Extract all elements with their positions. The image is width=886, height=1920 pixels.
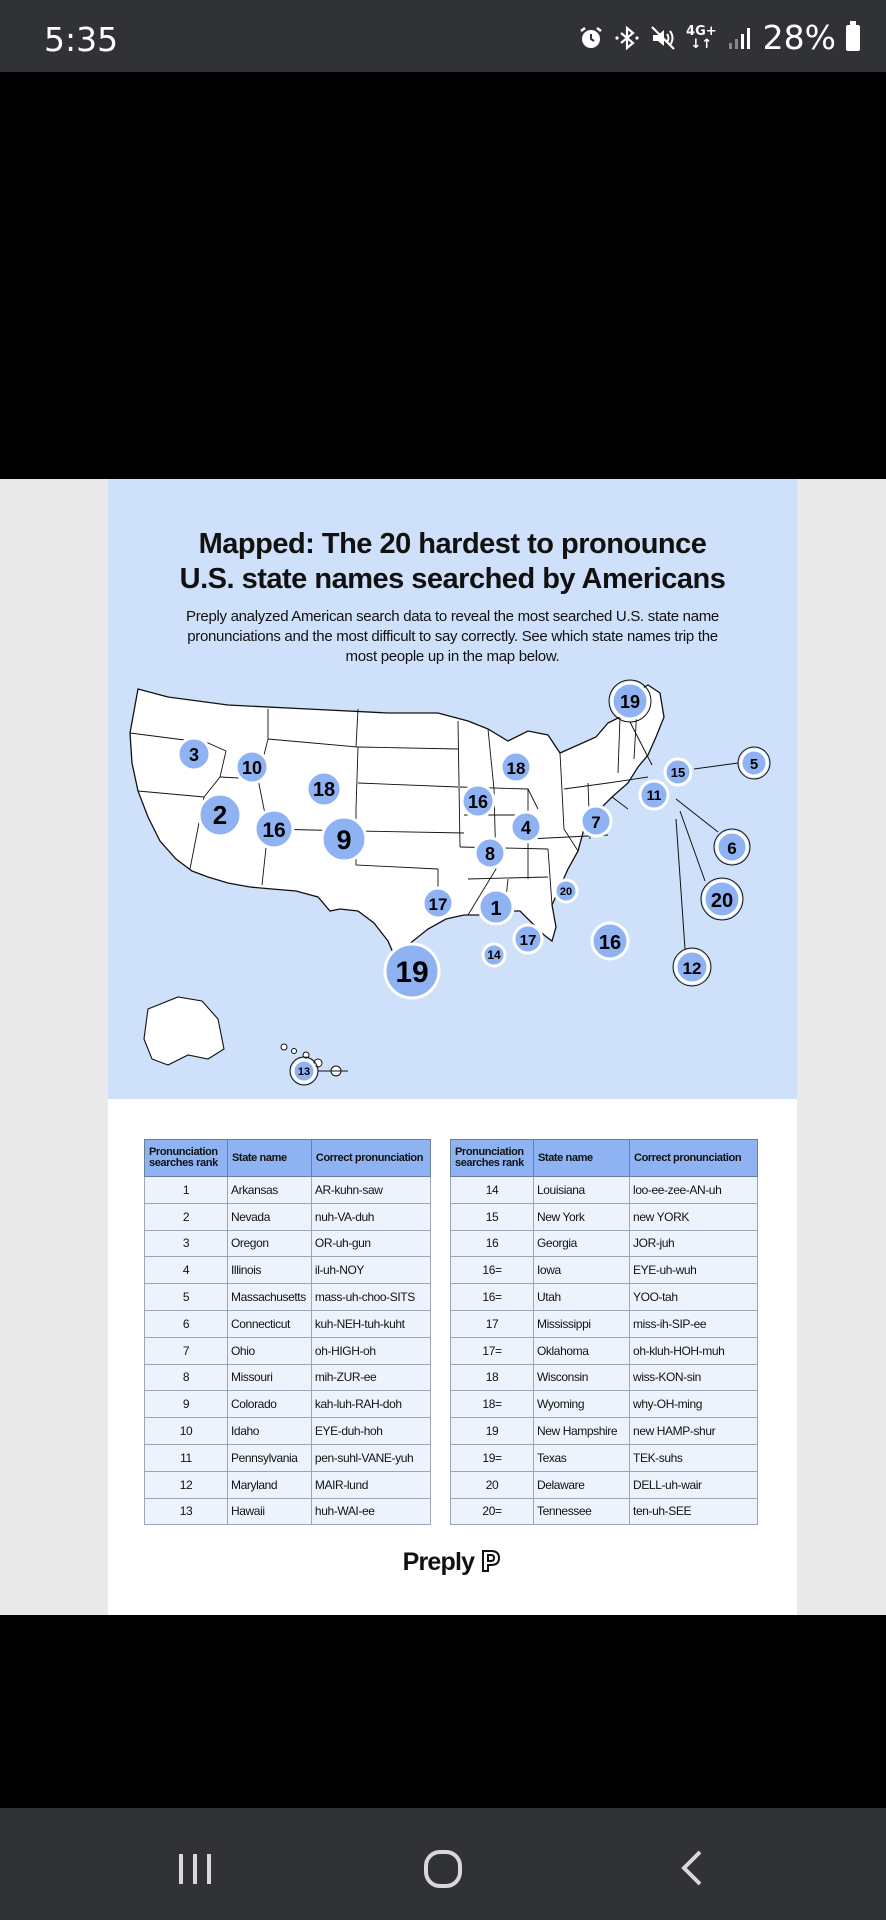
table-left-header [145,1140,431,1177]
svg-text:5: 5 [749,756,759,773]
infographic-subtitle [148,607,757,667]
table-row [145,1177,431,1204]
marker-4-il [511,812,541,842]
rank-cell: 3 [145,1230,228,1257]
subtitle-line-2: pronunciations and the most difficult to say correctly. See which state names trip the [187,628,718,645]
rank-cell: 8 [145,1364,228,1391]
svg-text:17: 17 [519,932,537,949]
state-cell: Oregon [228,1230,312,1257]
pronunciation-cell: kah-luh-RAH-doh [311,1391,430,1418]
state-cell: Georgia [534,1230,630,1257]
subtitle-line-1: Preply analyzed American search data to reveal the most searched U.S. state name [186,608,719,625]
header-pronunciation: Correct pronunciation [630,1140,758,1177]
state-cell: Ohio [228,1337,312,1364]
pronunciation-cell: kuh-NEH-tuh-kuht [311,1310,430,1337]
infographic-title [108,527,797,597]
pronunciation-cell: JOR-juh [630,1230,758,1257]
state-cell: Wyoming [534,1391,630,1418]
network-label: 4G+ [686,23,717,39]
recent-apps-button[interactable] [165,1846,225,1890]
status-bar [0,0,886,72]
home-button[interactable] [413,1846,473,1890]
marker-6-ct [714,829,750,865]
rank-cell: 16 [451,1230,534,1257]
state-cell: Iowa [534,1257,630,1284]
table-row [451,1444,758,1471]
svg-text:15: 15 [670,765,686,780]
back-button[interactable] [662,1846,722,1890]
pronunciation-cell: oh-kluh-HOH-muh [630,1337,758,1364]
svg-text:19: 19 [619,692,641,712]
rank-cell: 14 [451,1177,534,1204]
state-cell: Illinois [228,1257,312,1284]
pronunciation-cell: AR-kuhn-saw [311,1177,430,1204]
table-row [145,1230,431,1257]
rank-cell: 17 [451,1310,534,1337]
table-row [145,1391,431,1418]
marker-3-or [178,738,210,770]
rank-cell: 18= [451,1391,534,1418]
state-cell: Tennessee [534,1498,630,1525]
svg-text:1: 1 [490,898,502,920]
state-cell: Texas [534,1444,630,1471]
alaska-outline [144,997,224,1065]
svg-text:18: 18 [506,759,526,778]
header-rank: Pronunciation searches rank [451,1140,534,1177]
rank-cell: 5 [145,1284,228,1311]
marker-20-de [701,878,743,920]
table-row [451,1471,758,1498]
rank-cell: 16= [451,1284,534,1311]
svg-text:10: 10 [241,758,263,778]
state-cell: Pennsylvania [228,1444,312,1471]
svg-text:12: 12 [682,959,702,978]
network-icon [686,25,717,51]
pronunciation-cell: loo-ee-zee-AN-uh [630,1177,758,1204]
state-cell: Connecticut [228,1310,312,1337]
svg-text:16: 16 [262,819,286,842]
pronunciation-cell: OR-uh-gun [311,1230,430,1257]
svg-text:17: 17 [428,895,448,914]
battery-icon [846,25,860,51]
table-row [145,1203,431,1230]
marker-20-tn [555,880,577,902]
rank-cell: 12 [145,1471,228,1498]
table-row [451,1177,758,1204]
pronunciation-cell: new HAMP-shur [630,1418,758,1445]
state-cell: Massachusetts [228,1284,312,1311]
pronunciation-cell: EYE-uh-wuh [630,1257,758,1284]
marker-16-ia [462,785,494,817]
table-row [145,1284,431,1311]
pronunciation-cell: miss-ih-SIP-ee [630,1310,758,1337]
infographic-image[interactable] [0,479,886,1615]
pronunciation-cell: il-uh-NOY [311,1257,430,1284]
pronunciation-cell: why-OH-ming [630,1391,758,1418]
network-arrows-icon: ↓↑ [690,36,713,52]
svg-text:4: 4 [520,818,532,838]
marker-12-md [673,948,711,986]
marker-13-hi [290,1057,318,1085]
preply-mark-icon [480,1549,502,1573]
svg-text:13: 13 [297,1066,311,1078]
state-cell: Hawaii [228,1498,312,1525]
rank-cell: 20 [451,1471,534,1498]
table-row [451,1203,758,1230]
rank-cell: 15 [451,1203,534,1230]
table-row [451,1364,758,1391]
header-state: State name [228,1140,312,1177]
infographic-card [108,479,797,1615]
table-left [144,1139,431,1525]
table-row [145,1337,431,1364]
rank-cell: 7 [145,1337,228,1364]
subtitle-line-3: most people up in the map below. [345,648,560,665]
rank-cell: 1 [145,1177,228,1204]
pronunciation-cell: YOO-tah [630,1284,758,1311]
table-row [451,1284,758,1311]
bluetooth-icon [614,25,640,51]
svg-text:6: 6 [727,839,737,858]
title-line-2: U.S. state names searched by Americans [179,563,726,595]
pronunciation-cell: nuh-VA-duh [311,1203,430,1230]
alarm-icon [578,25,604,51]
svg-text:16: 16 [467,792,489,812]
marker-1-ar [479,890,513,924]
state-cell: Mississippi [534,1310,630,1337]
pronunciation-cell: oh-HIGH-oh [311,1337,430,1364]
marker-15-ny [665,759,691,785]
state-cell: Delaware [534,1471,630,1498]
marker-14-la [483,944,505,966]
table-row [145,1418,431,1445]
pronunciation-cell: MAIR-lund [311,1471,430,1498]
state-cell: Louisiana [534,1177,630,1204]
rank-cell: 9 [145,1391,228,1418]
rank-cell: 11 [145,1444,228,1471]
pronunciation-cell: mih-ZUR-ee [311,1364,430,1391]
table-row [145,1364,431,1391]
svg-text:18: 18 [312,779,336,801]
table-right [450,1139,758,1525]
status-time: 5:35 [44,20,119,59]
state-cell: Colorado [228,1391,312,1418]
pronunciation-cell: wiss-KON-sin [630,1364,758,1391]
marker-18-wy [307,772,341,806]
rank-cell: 13 [145,1498,228,1525]
svg-text:19: 19 [395,956,429,989]
svg-text:14: 14 [487,948,501,962]
table-row [145,1444,431,1471]
state-cell: Arkansas [228,1177,312,1204]
us-map [108,679,797,1099]
state-cell: Idaho [228,1418,312,1445]
pronunciation-cell: huh-WAI-ee [311,1498,430,1525]
marker-16-ga [592,923,628,959]
svg-text:16: 16 [598,932,622,954]
navigation-bar [0,1808,886,1920]
rank-cell: 16= [451,1257,534,1284]
state-cell: Oklahoma [534,1337,630,1364]
pronunciation-cell: ten-uh-SEE [630,1498,758,1525]
rank-cell: 10 [145,1418,228,1445]
state-cell: Wisconsin [534,1364,630,1391]
state-cell: Utah [534,1284,630,1311]
table-row [451,1498,758,1525]
state-cell: Missouri [228,1364,312,1391]
table-row [451,1337,758,1364]
svg-text:8: 8 [484,844,496,864]
rank-cell: 19 [451,1418,534,1445]
marker-17-ms [514,925,542,953]
image-viewer[interactable] [0,72,886,1808]
rank-cell: 6 [145,1310,228,1337]
marker-10-id [236,751,268,783]
svg-text:3: 3 [188,745,200,765]
svg-text:11: 11 [646,787,662,803]
status-icons [578,18,860,57]
preply-logo [108,1548,797,1577]
rank-cell: 2 [145,1203,228,1230]
marker-16-ut [255,810,293,848]
header-pronunciation: Correct pronunciation [311,1140,430,1177]
marker-7-oh [581,806,611,836]
rank-cell: 20= [451,1498,534,1525]
svg-text:2: 2 [212,800,228,830]
marker-9-co [322,817,366,861]
state-cell: Maryland [228,1471,312,1498]
table-right-header [451,1140,758,1177]
table-row [451,1418,758,1445]
marker-2-nv [199,794,241,836]
marker-11-pa [640,781,668,809]
table-row [145,1310,431,1337]
table-row [451,1391,758,1418]
rank-cell: 19= [451,1444,534,1471]
rank-cell: 4 [145,1257,228,1284]
marker-17-ok [423,888,453,918]
pronunciation-cell: pen-suhl-VANE-yuh [311,1444,430,1471]
table-row [145,1257,431,1284]
svg-text:7: 7 [591,813,601,832]
pronunciation-cell: DELL-uh-wair [630,1471,758,1498]
logo-text: Preply [402,1548,475,1576]
signal-icon [727,25,753,51]
title-line-1: Mapped: The 20 hardest to pronounce [198,528,707,560]
svg-text:20: 20 [559,886,573,898]
state-cell: New Hampshire [534,1418,630,1445]
rank-cell: 17= [451,1337,534,1364]
marker-19-nh [609,680,651,722]
infographic-header [108,479,797,1099]
pronunciation-cell: EYE-duh-hoh [311,1418,430,1445]
table-row [145,1471,431,1498]
table-row [451,1257,758,1284]
table-row [451,1310,758,1337]
table-row [451,1230,758,1257]
marker-18-wi [501,752,531,782]
pronunciation-cell: mass-uh-choo-SITS [311,1284,430,1311]
marker-5-ma [738,747,770,779]
table-row [145,1498,431,1525]
state-cell: New York [534,1203,630,1230]
pronunciation-cell: new YORK [630,1203,758,1230]
pronunciation-cell: TEK-suhs [630,1444,758,1471]
state-cell: Nevada [228,1203,312,1230]
battery-percent: 28% [762,18,836,57]
header-state: State name [534,1140,630,1177]
marker-19-tx [385,944,439,998]
header-rank: Pronunciation searches rank [145,1140,228,1177]
svg-text:9: 9 [336,825,352,855]
svg-text:20: 20 [710,890,734,912]
mute-icon [650,25,676,51]
rank-cell: 18 [451,1364,534,1391]
marker-8-mo [475,838,505,868]
